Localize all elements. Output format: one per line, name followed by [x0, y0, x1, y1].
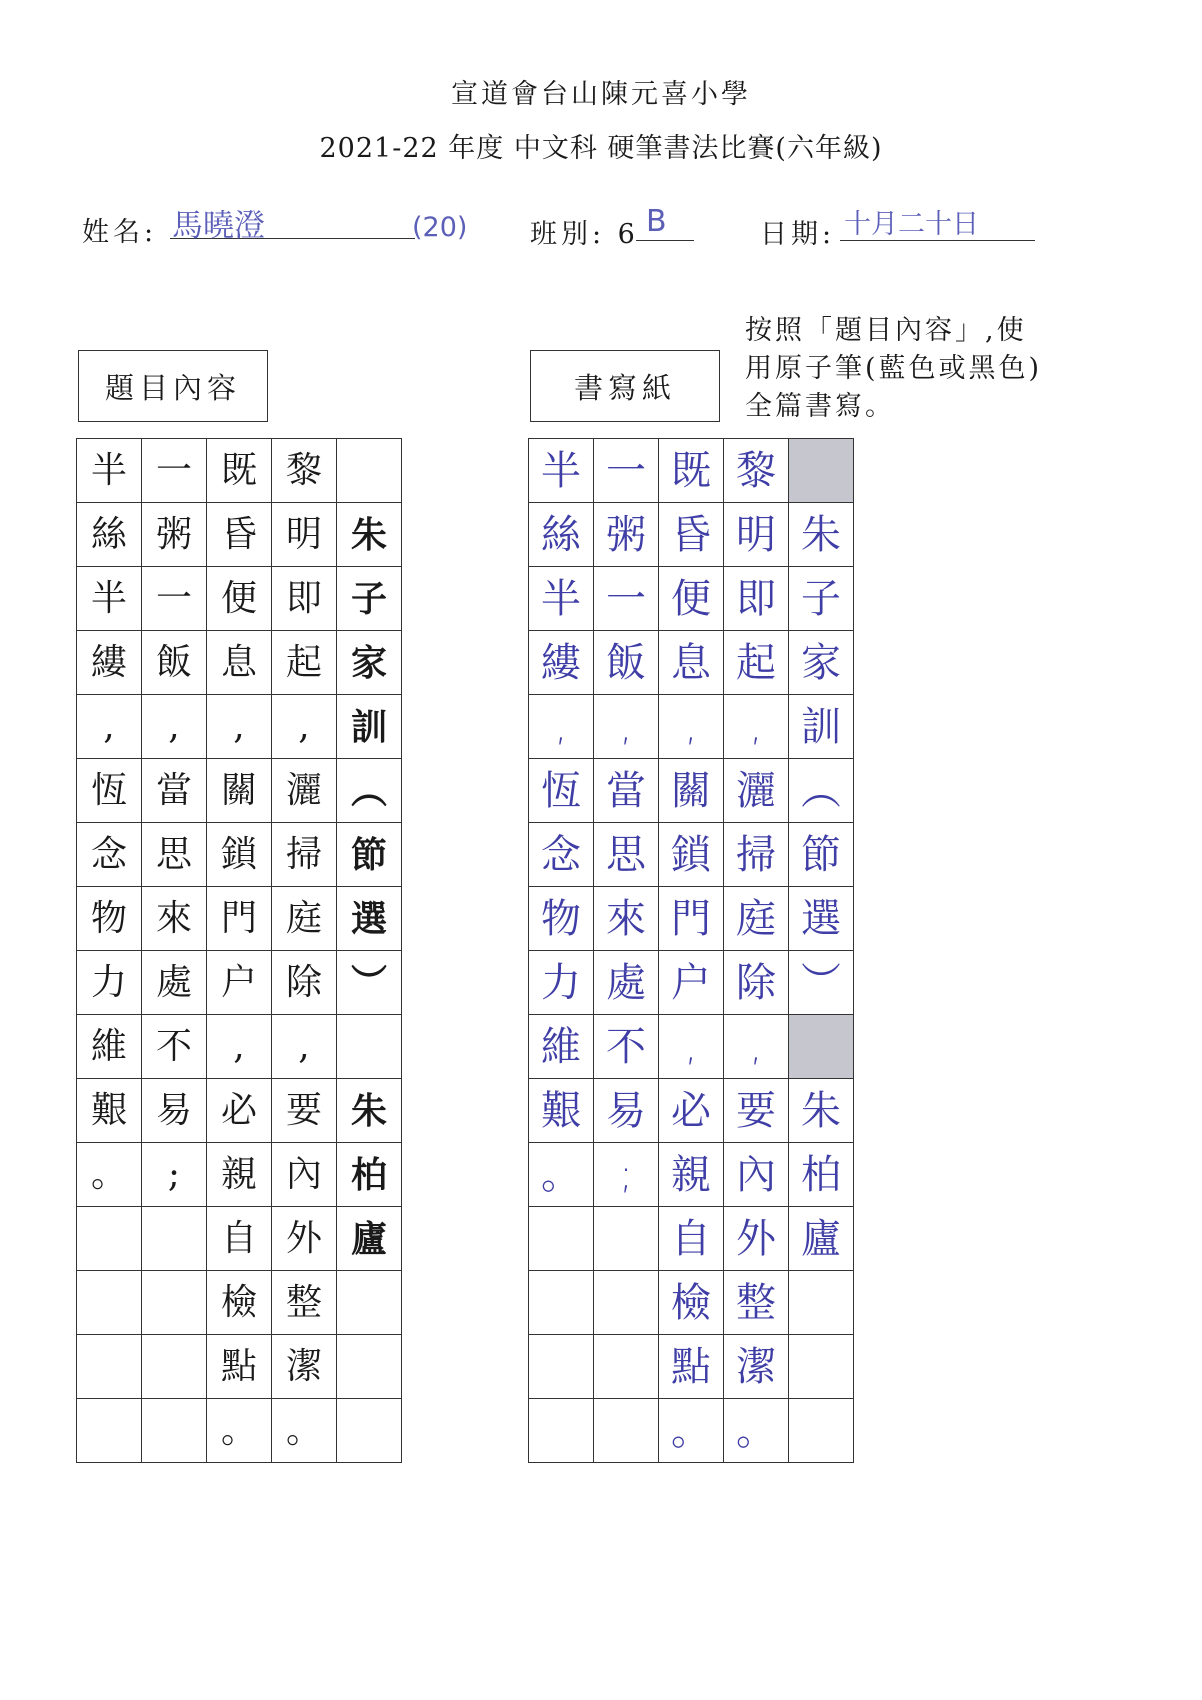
grid-cell: 關	[207, 759, 272, 823]
grid-row	[77, 1207, 402, 1271]
grid-cell: 節	[337, 823, 402, 887]
grid-row	[529, 439, 854, 503]
grid-cell: 户	[659, 951, 724, 1015]
grid-cell	[789, 439, 854, 503]
grid-row	[529, 503, 854, 567]
grid-row	[529, 759, 854, 823]
grid-cell: 維	[529, 1015, 594, 1079]
grid-cell: ,	[272, 695, 337, 759]
grid-cell: 外	[272, 1207, 337, 1271]
grid-cell: 力	[77, 951, 142, 1015]
grid-cell: 一	[594, 439, 659, 503]
grid-cell: 便	[207, 567, 272, 631]
grid-cell: 絲	[529, 503, 594, 567]
grid-cell: 整	[724, 1271, 789, 1335]
grid-cell	[594, 1207, 659, 1271]
grid-cell	[789, 1335, 854, 1399]
grid-cell: ︵	[337, 759, 402, 823]
grid-cell: 一	[594, 567, 659, 631]
grid-cell: 昏	[659, 503, 724, 567]
grid-cell: 節	[789, 823, 854, 887]
grid-cell: 選	[337, 887, 402, 951]
grid-cell	[789, 1015, 854, 1079]
grid-cell	[142, 1271, 207, 1335]
grid-cell: 粥	[142, 503, 207, 567]
grid-cell: 物	[77, 887, 142, 951]
grid-cell: ︶	[789, 951, 854, 1015]
grid-cell: 昏	[207, 503, 272, 567]
grid-row	[77, 887, 402, 951]
grid-cell: 灑	[724, 759, 789, 823]
grid-cell: 艱	[77, 1079, 142, 1143]
grid-cell: 息	[659, 631, 724, 695]
grid-row	[77, 951, 402, 1015]
writing-paper-grid	[528, 438, 854, 1463]
grid-cell: 整	[272, 1271, 337, 1335]
grid-cell: 廬	[337, 1207, 402, 1271]
grid-cell: 庭	[724, 887, 789, 951]
grid-cell: 關	[659, 759, 724, 823]
grid-cell: ,	[529, 695, 594, 759]
grid-cell: 除	[272, 951, 337, 1015]
grid-cell	[142, 1335, 207, 1399]
date-field[interactable]	[840, 198, 1035, 241]
grid-cell: 鎖	[207, 823, 272, 887]
grid-cell: 掃	[724, 823, 789, 887]
grid-cell: 飯	[142, 631, 207, 695]
grid-cell: 除	[724, 951, 789, 1015]
grid-cell: 維	[77, 1015, 142, 1079]
grid-cell: 廬	[789, 1207, 854, 1271]
grid-cell: 處	[142, 951, 207, 1015]
grid-cell: 家	[337, 631, 402, 695]
topic-content-header: 題目內容	[78, 350, 268, 422]
grid-cell: 親	[659, 1143, 724, 1207]
grid-cell: 恆	[529, 759, 594, 823]
grid-cell	[77, 1399, 142, 1463]
grid-cell: 。	[207, 1399, 272, 1463]
grid-cell: 半	[77, 439, 142, 503]
grid-cell: 當	[594, 759, 659, 823]
writing-paper-header: 書寫紙	[530, 350, 720, 422]
grid-cell: 訓	[337, 695, 402, 759]
grid-cell: 灑	[272, 759, 337, 823]
grid-row	[77, 695, 402, 759]
grid-row	[77, 1271, 402, 1335]
grid-cell: 朱	[337, 1079, 402, 1143]
grid-cell	[337, 439, 402, 503]
grid-cell	[337, 1015, 402, 1079]
grid-cell: 絲	[77, 503, 142, 567]
grid-cell: 門	[207, 887, 272, 951]
grid-cell: 户	[207, 951, 272, 1015]
grid-cell: 縷	[77, 631, 142, 695]
grid-cell: 自	[659, 1207, 724, 1271]
name-value: 馬曉澄	[172, 208, 265, 244]
grid-row	[529, 823, 854, 887]
grid-row	[77, 1335, 402, 1399]
grid-row	[529, 695, 854, 759]
grid-cell: ,	[724, 1015, 789, 1079]
grid-cell: 內	[272, 1143, 337, 1207]
grid-cell: 檢	[659, 1271, 724, 1335]
grid-cell: 艱	[529, 1079, 594, 1143]
grid-cell: 點	[207, 1335, 272, 1399]
grid-cell: 選	[789, 887, 854, 951]
grid-cell: 半	[529, 567, 594, 631]
class-label: 班別: 6	[530, 219, 639, 250]
grid-cell: 內	[724, 1143, 789, 1207]
grid-cell: 物	[529, 887, 594, 951]
grid-cell: ,	[659, 1015, 724, 1079]
grid-cell	[337, 1271, 402, 1335]
grid-cell: 一	[142, 567, 207, 631]
grid-cell: 。	[659, 1399, 724, 1463]
grid-cell: 朱	[789, 1079, 854, 1143]
grid-cell: ,	[659, 695, 724, 759]
grid-cell: ,	[77, 695, 142, 759]
grid-cell	[594, 1271, 659, 1335]
grid-cell: 即	[724, 567, 789, 631]
grid-cell	[142, 1399, 207, 1463]
grid-cell: 朱	[789, 503, 854, 567]
grid-cell: 訓	[789, 695, 854, 759]
grid-cell: 既	[207, 439, 272, 503]
grid-cell: 檢	[207, 1271, 272, 1335]
grid-cell: 粥	[594, 503, 659, 567]
grid-cell: 門	[659, 887, 724, 951]
grid-cell	[337, 1399, 402, 1463]
grid-cell: 要	[272, 1079, 337, 1143]
grid-cell	[594, 1335, 659, 1399]
grid-cell: 自	[207, 1207, 272, 1271]
grid-cell: ,	[207, 1015, 272, 1079]
grid-cell: 當	[142, 759, 207, 823]
grid-cell: 起	[272, 631, 337, 695]
name-field[interactable]	[170, 198, 415, 244]
grid-cell	[789, 1271, 854, 1335]
class-field[interactable]	[636, 202, 694, 241]
grid-cell: 潔	[724, 1335, 789, 1399]
grid-cell: 明	[272, 503, 337, 567]
grid-cell: 潔	[272, 1335, 337, 1399]
grid-cell: 黎	[724, 439, 789, 503]
grid-cell: 來	[142, 887, 207, 951]
grid-cell: 念	[529, 823, 594, 887]
instructions: 按照「題目內容」,使 用原子筆(藍色或黑色) 全篇書寫。	[745, 315, 1043, 422]
grid-row	[77, 823, 402, 887]
grid-cell	[77, 1335, 142, 1399]
grid-cell: 庭	[272, 887, 337, 951]
grid-cell: 念	[77, 823, 142, 887]
grid-cell: 處	[594, 951, 659, 1015]
grid-cell: 。	[529, 1143, 594, 1207]
grid-cell: 思	[594, 823, 659, 887]
grid-cell: 點	[659, 1335, 724, 1399]
grid-row	[529, 1015, 854, 1079]
grid-cell: 必	[659, 1079, 724, 1143]
grid-row	[529, 631, 854, 695]
grid-row	[77, 1015, 402, 1079]
grid-cell	[142, 1207, 207, 1271]
grid-cell	[529, 1271, 594, 1335]
grid-cell	[594, 1399, 659, 1463]
grid-cell: 便	[659, 567, 724, 631]
grid-cell: ;	[594, 1143, 659, 1207]
grid-cell: 易	[142, 1079, 207, 1143]
grid-row	[529, 1271, 854, 1335]
grid-cell	[529, 1335, 594, 1399]
grid-cell: 親	[207, 1143, 272, 1207]
date-label: 日期:	[760, 219, 836, 250]
topic-content-grid	[76, 438, 402, 1463]
grid-row	[529, 887, 854, 951]
grid-cell: ,	[594, 695, 659, 759]
class-value: B	[646, 204, 667, 239]
grid-cell: 思	[142, 823, 207, 887]
school-name: 宣道會台山陳元喜小學	[451, 79, 751, 110]
competition-title: 2021-22 年度 中文科 硬筆書法比賽(六年級)	[319, 133, 883, 164]
grid-row	[529, 1335, 854, 1399]
grid-row	[77, 503, 402, 567]
grid-cell: 鎖	[659, 823, 724, 887]
grid-cell: 柏	[337, 1143, 402, 1207]
grid-cell: 。	[724, 1399, 789, 1463]
grid-row	[529, 1207, 854, 1271]
grid-cell: 來	[594, 887, 659, 951]
grid-cell: 掃	[272, 823, 337, 887]
grid-cell: 柏	[789, 1143, 854, 1207]
grid-cell: 朱	[337, 503, 402, 567]
grid-cell: 恆	[77, 759, 142, 823]
grid-cell: 子	[337, 567, 402, 631]
grid-cell: ,	[724, 695, 789, 759]
grid-cell: ,	[272, 1015, 337, 1079]
grid-cell: 不	[142, 1015, 207, 1079]
grid-cell: 要	[724, 1079, 789, 1143]
grid-row	[529, 1399, 854, 1463]
grid-row	[77, 631, 402, 695]
grid-cell	[789, 1399, 854, 1463]
grid-row	[77, 1143, 402, 1207]
grid-cell: 易	[594, 1079, 659, 1143]
grid-row	[77, 1079, 402, 1143]
grid-cell: 一	[142, 439, 207, 503]
grid-cell: 半	[77, 567, 142, 631]
grid-row	[77, 567, 402, 631]
grid-cell: 力	[529, 951, 594, 1015]
grid-cell: 不	[594, 1015, 659, 1079]
grid-cell: 縷	[529, 631, 594, 695]
grid-cell: ︵	[789, 759, 854, 823]
grid-cell: 即	[272, 567, 337, 631]
grid-cell: 半	[529, 439, 594, 503]
grid-cell: 。	[77, 1143, 142, 1207]
grid-cell: 飯	[594, 631, 659, 695]
grid-cell: 子	[789, 567, 854, 631]
date-value: 十月二十日	[844, 209, 979, 240]
name-label: 姓名:	[82, 217, 158, 248]
grid-cell: 起	[724, 631, 789, 695]
grid-cell: 家	[789, 631, 854, 695]
grid-row	[529, 567, 854, 631]
grid-cell: ,	[142, 695, 207, 759]
grid-row	[77, 1399, 402, 1463]
grid-cell: 外	[724, 1207, 789, 1271]
grid-cell: 必	[207, 1079, 272, 1143]
grid-row	[529, 1079, 854, 1143]
grid-cell	[337, 1335, 402, 1399]
grid-row	[77, 759, 402, 823]
grid-cell: ,	[207, 695, 272, 759]
grid-cell: ;	[142, 1143, 207, 1207]
grid-cell: 息	[207, 631, 272, 695]
grid-row	[529, 951, 854, 1015]
grid-cell: 。	[272, 1399, 337, 1463]
grid-cell	[529, 1399, 594, 1463]
grid-cell	[77, 1207, 142, 1271]
grid-cell	[529, 1207, 594, 1271]
student-number: (20)	[412, 212, 468, 243]
grid-cell: ︶	[337, 951, 402, 1015]
grid-cell: 明	[724, 503, 789, 567]
grid-cell	[77, 1271, 142, 1335]
grid-row	[529, 1143, 854, 1207]
grid-cell: 黎	[272, 439, 337, 503]
grid-row	[77, 439, 402, 503]
grid-cell: 既	[659, 439, 724, 503]
